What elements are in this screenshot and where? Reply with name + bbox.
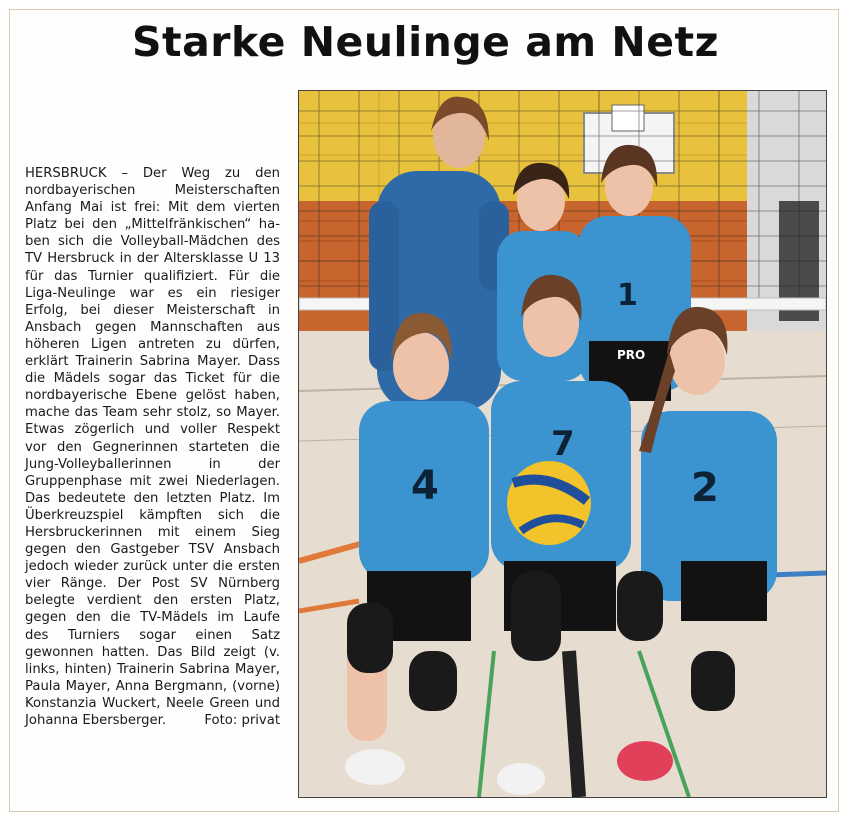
- jersey-number-2: 2: [691, 465, 719, 511]
- jersey-number-1: 1: [617, 278, 638, 313]
- team-photo-illustration: [299, 91, 826, 797]
- article-headline: Starke Neulinge am Netz: [131, 18, 720, 66]
- article-body: [25, 165, 280, 729]
- jersey-number-7: 7: [551, 424, 575, 464]
- shorts-print: PRO: [617, 348, 646, 362]
- photo-credit: Foto: privat: [204, 713, 280, 728]
- volleyball: [507, 461, 591, 545]
- jersey-number-4: 4: [411, 463, 439, 509]
- article-body-text: HERSBRUCK – Der Weg zu den nordbayerischen Meisterschaften Anfang Mai ist frei: Mit dem vierten Platz bei den „Mittelfränkischen“ haben sich die Volleyball-Mädchen des TV Hersbruck in der Altersklasse U 13 für das Turnier qualifiziert. Für die Liga-Neulinge war es ein riesiger Erfolg, bei dieser Meisterschaft in Ansbach gegen Mannschaften aus höheren Ligen antreten zu dürfen, erklärt Trainerin Sabrina Mayer. Dass die Mädels sogar das Ticket für die nordbayerische Ebene gelöst haben, mache das Team sehr stolz, so Mayer. Etwas zögerlich und voller Respekt vor den Gegnerinnen starteten die Jung-Volleyballerinnen in der Gruppenphase mit zwei Niederlagen. Das bedeutete den letzten Platz. Im Überkreuzspiel kämpften sich die Hersbruckerinnen mit einem Sieg gegen den Gastgeber TSV Ansbach jedoch wieder zurück unter die ersten vier Ränge. Der Post SV Nürnberg belegte verdient den ersten Platz, gegen den die TV-Mädels im Laufe des Turniers sogar einen Satz gewonnen hatten. Das Bild zeigt (v. links, hinten) Trainerin Sabrina Mayer, Paula Mayer, Anna Bergmann, (vorne) Konstanzia Wuckert, Neele Green und Johanna Ebersberger.: [25, 166, 280, 728]
- team-photo: [298, 90, 827, 798]
